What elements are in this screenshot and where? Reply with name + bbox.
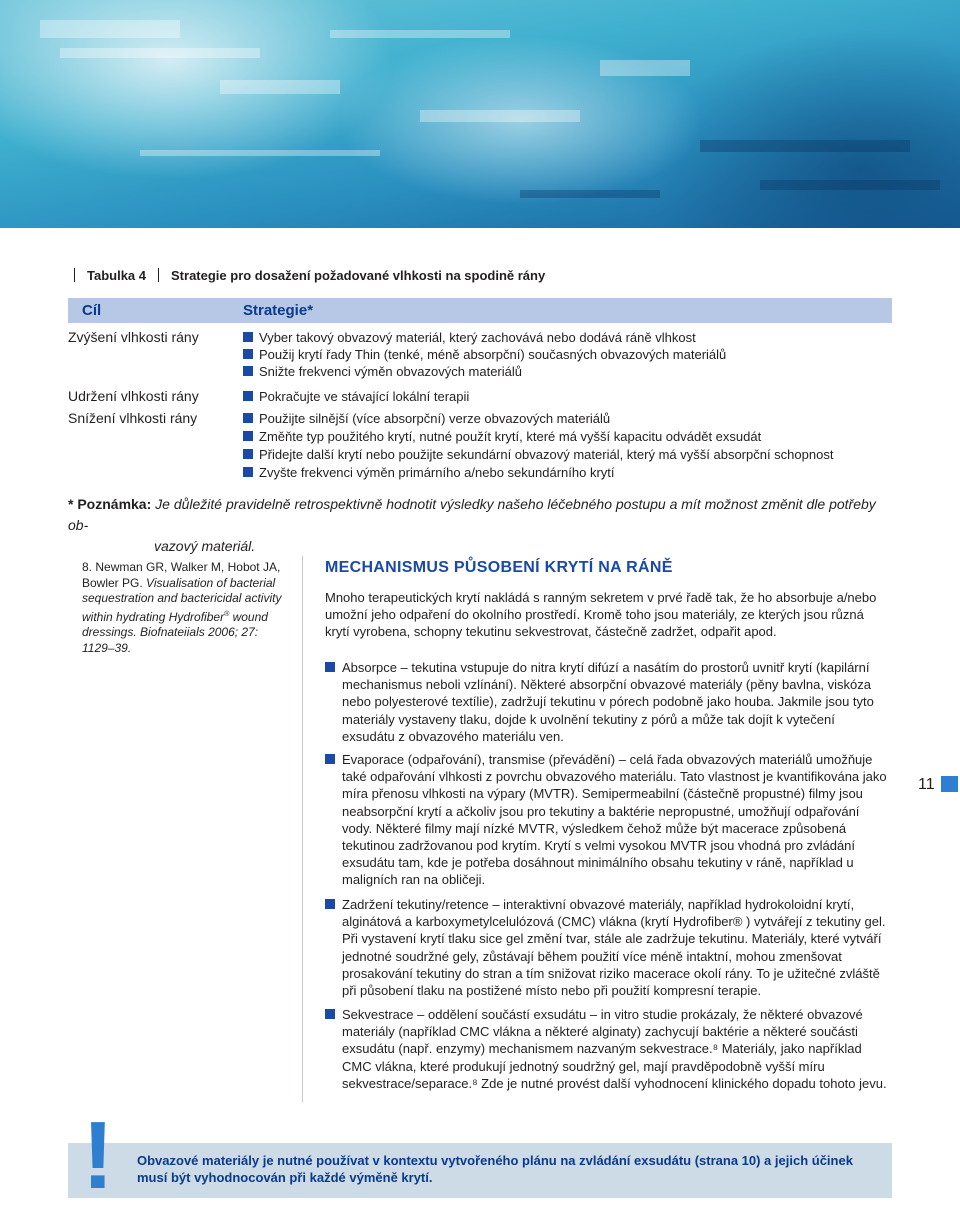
bullet-square-icon: [243, 349, 253, 359]
strategy-item: Pokračujte ve stávající lokální terapii: [243, 389, 469, 404]
goal-decrease: Snížení vlhkosti rány: [68, 410, 198, 426]
strategy-item: Zvyšte frekvenci výměn primárního a/nebo sekundárního krytí: [243, 465, 615, 480]
bullet-square-icon: [243, 467, 253, 477]
strategy-item: Snižte frekvenci výměn obvazových materiálů: [243, 364, 522, 379]
page-number: 11: [918, 776, 935, 793]
bullet-square-icon: [243, 332, 253, 342]
strategy-item: Změňte typ použitého krytí, nutné použít krytí, které má vyšší kapacitu odvádět exsudát: [243, 429, 761, 444]
mechanism-bullet-absorption: Absorpce – tekutina vstupuje do nitra krytí difúzí a nasátím do prostorů uvnitř krytí (kapilární mechanismus neboli vzlínání). Některé absorpční obvazové materiály (pěny bavlna, viskóza nebo polyesterové textílie), zadržují tekutinu v pórech podobně jako houba. Jakmile jsou tyto materiály vystaveny tlaku, dojde k uvolnění tekutiny z pórů a může tak dojít k vytečení exsudátu z obvazového materiálu ven.: [325, 659, 890, 745]
bullet-square-icon: [243, 449, 253, 459]
column-header-strategy: Strategie*: [243, 302, 314, 319]
bullet-square-icon: [325, 899, 335, 909]
table-title: Strategie pro dosažení požadované vlhkosti na spodině rány: [171, 268, 546, 283]
strategy-item: Přidejte další krytí nebo použijte sekundární obvazový materiál, který má vyšší absorpční schopnost: [243, 447, 833, 462]
reference-entry: [82, 560, 282, 656]
section-intro: Mnoho terapeutických krytí nakládá s ranným sekretem v prvé řadě tak, že ho absorbuje a/nebo umožní jeho odpaření do okolního prostředí. Kromě toho jsou materiály, ze kterých jsou různá krytí vyrobena, schopny tekutinu sekvestrovat, částečně zadržet, odpařit apod.: [325, 590, 877, 640]
strategy-item: Vyber takový obvazový materiál, který zachovává nebo dodává ráně vlhkost: [243, 330, 696, 345]
bullet-square-icon: [325, 1009, 335, 1019]
bullet-square-icon: [325, 662, 335, 672]
strategy-item: Použij krytí řady Thin (tenké, méně absorpční) současných obvazových materiálů: [243, 347, 726, 362]
bullet-square-icon: [243, 431, 253, 441]
reference-title: Visualisation of bacterial sequestration and bactericidal activity within hydrating Hydrofiber® wound dressings. Biofnateiials 2006; 27: 1129–39.: [82, 575, 282, 655]
goal-increase: Zvýšení vlhkosti rány: [68, 329, 199, 345]
table-label: Tabulka 4: [87, 268, 147, 283]
goal-maintain: Udržení vlhkosti rány: [68, 388, 199, 404]
bullet-square-icon: [325, 754, 335, 764]
mechanism-bullet-retention: Zadržení tekutiny/retence – interaktivní obvazové materiály, například hydrokoloidní krytí, alginátová a karboxymetylcelulózová (CMC) vlákna (krytí Hydrofiber® ) vytvářejí z tekutiny gel. Při vystavení krytí tlaku sice gel změní tvar, stále ale zadržuje tekutinu. Materiály, které vytváří jednotné soudržné gely, zůstávají během použití více méně intaktní, mohou zmenšovat prosakování tekutiny do stran a tím snižovat riziko macerace okolí rány. To je užitečné zvláště při působení tlaku na postižené místo nebo při použití kompresní terapie.: [325, 896, 890, 999]
column-header-goal: Cíl: [82, 302, 102, 319]
header-photo-banner: [0, 0, 960, 228]
reference-number: 8.: [82, 560, 93, 574]
mechanism-bullet-evaporation: Evaporace (odpařování), transmise (převádění) – celá řada obvazových materiálů umožňuje také odpařování vlhkosti z povrchu obvazového materiálu. Tato vlastnost je kvantifikována jako míra přenosu vlhkosti na výpary (MVTR). Semipermeabilní (částečně propustné) filmy jsou neabsorpční krytí a ačkoliv jsou pro tekutiny a baktérie nepropustné, umožňují odpařování vody. Některé filmy mají nízké MVTR, výsledkem čehož může být macerace způsobená tekutinou zadržovanou pod krytím. Krytí s velmi vysokou MVTR jsou vhodná pro zvládání exsudátu tam, kde je potřeba dosáhnout minimálního obsahu tekutiny v ráně, například u maligních ran na obličeji.: [325, 751, 890, 889]
mechanism-bullet-sequestration: Sekvestrace – oddělení součástí exsudátu – in vitro studie prokázaly, že některé obvazové materiály (například CMC vlákna a některé alginaty) zachycují baktérie a některé součásti exsudátu (např. enzymy) mechanismem nazvaným sekvestrace.⁸ Materiály, jako například CMC vlákna, které produkují jednotný soudržný gel, mají pravděpodobně vyšší míru sekvestrace/separace.⁸ Zde je nutné provést další vyhodnocení klinického dopadu tohoto jevu.: [325, 1006, 890, 1092]
page-marker: [941, 776, 958, 792]
section-title: MECHANISMUS PŮSOBENÍ KRYTÍ NA RÁNĚ: [325, 559, 673, 576]
reference-authors: Newman GR, Walker M, Hobot JA, Bowler PG.: [82, 560, 281, 590]
strategy-item: Použijte silnější (více absorpční) verze obvazových materiálů: [243, 411, 610, 426]
warning-text: Obvazové materiály je nutné používat v kontextu vytvořeného plánu na zvládání exsudátu (strana 10) a jejich účinek musí být vyhodnocován při každé výměně krytí.: [137, 1153, 853, 1185]
exclamation-icon: !: [82, 1102, 114, 1209]
table-caption: [68, 268, 551, 283]
bullet-square-icon: [243, 413, 253, 423]
table-header-row: [68, 298, 892, 323]
footnote-text: Je důležité pravidelně retrospektivně hodnotit výsledky našeho léčebného postupu a mít možnost změnit dle potřeby ob-: [68, 496, 876, 533]
bullet-square-icon: [243, 391, 253, 401]
footnote-label: * Poznámka:: [68, 496, 152, 512]
bullet-square-icon: [243, 366, 253, 376]
column-divider: [302, 556, 303, 1102]
table-footnote: [68, 494, 898, 557]
footnote-text-continued: vazový materiál.: [154, 538, 256, 554]
